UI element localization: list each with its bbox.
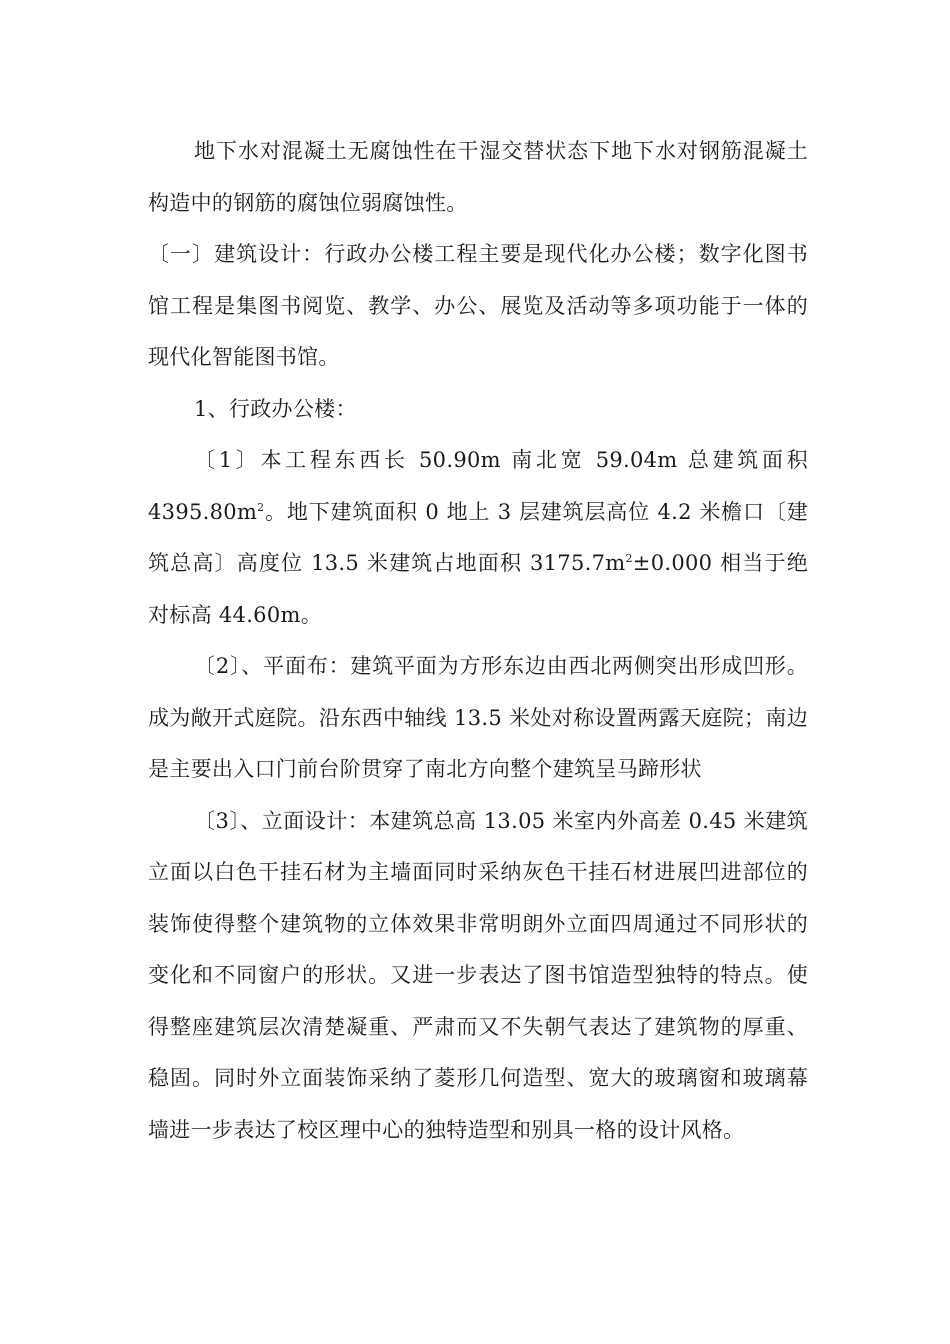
paragraph-architecture-design: 〔一〕建筑设计：行政办公楼工程主要是现代化办公楼；数字化图书馆工程是集图书阅览、教学、办公、展览及活动等多项功能于一体的现代化智能图书馆。 bbox=[148, 242, 808, 369]
area-unit-superscript: 2 bbox=[257, 500, 265, 514]
paragraph-admin-building-heading: 1、行政办公楼： bbox=[194, 396, 357, 421]
area-unit-superscript: 2 bbox=[625, 552, 633, 565]
paragraph-elevation-design: 〔3〕、立面设计：本建筑总高 13.05 米室内外高差 0.45 米建筑立面以白色干挂石材为主墙面同时采纳灰色干挂石材进展凹进部位的装饰使得整个建筑物的立体效果非常明朗外立面四周通过不同形状的变化和不同窗户的形状。又进一步表达了图书馆造型独特的特点。使得整座建筑层次清楚凝重、严肃而又不失朝气表达了建筑物的厚重、稳固。同时外立面装饰采纳了菱形几何造型、宽大的玻璃窗和玻璃幕墙进一步表达了校区理中心的独特造型和别具一格的设计风格。 bbox=[148, 808, 808, 1142]
dimensions-text-a: 〔1〕本工程东西长 50.90m 南北宽 59.04m 总建筑面积 4395.80m bbox=[148, 448, 808, 524]
dimensions-text-b: 。地下建筑面积 0 地上 3 层建筑层高位 4.2 米檐口〔建筑总高〕高度位 13.5 米建筑占地面积 3175.7m bbox=[148, 499, 808, 575]
paragraph-groundwater: 地下水对混凝土无腐蚀性在干湿交替状态下地下水对钢筋混凝土构造中的钢筋的腐蚀位弱腐蚀性。 bbox=[148, 139, 808, 215]
paragraph-building-dimensions bbox=[148, 435, 808, 641]
paragraph-floor-plan: 〔2〕、平面布：建筑平面为方形东边由西北两侧突出形成凹形。成为敞开式庭院。沿东西中轴线 13.5 米处对称设置两露天庭院；南边是主要出入口门前台阶贯穿了南北方向整个建筑呈马蹄形状 bbox=[148, 654, 808, 781]
dimensions-text-c: ±0.000 相当于绝对标高 44.60m。 bbox=[148, 551, 808, 627]
document-body bbox=[148, 126, 808, 1156]
